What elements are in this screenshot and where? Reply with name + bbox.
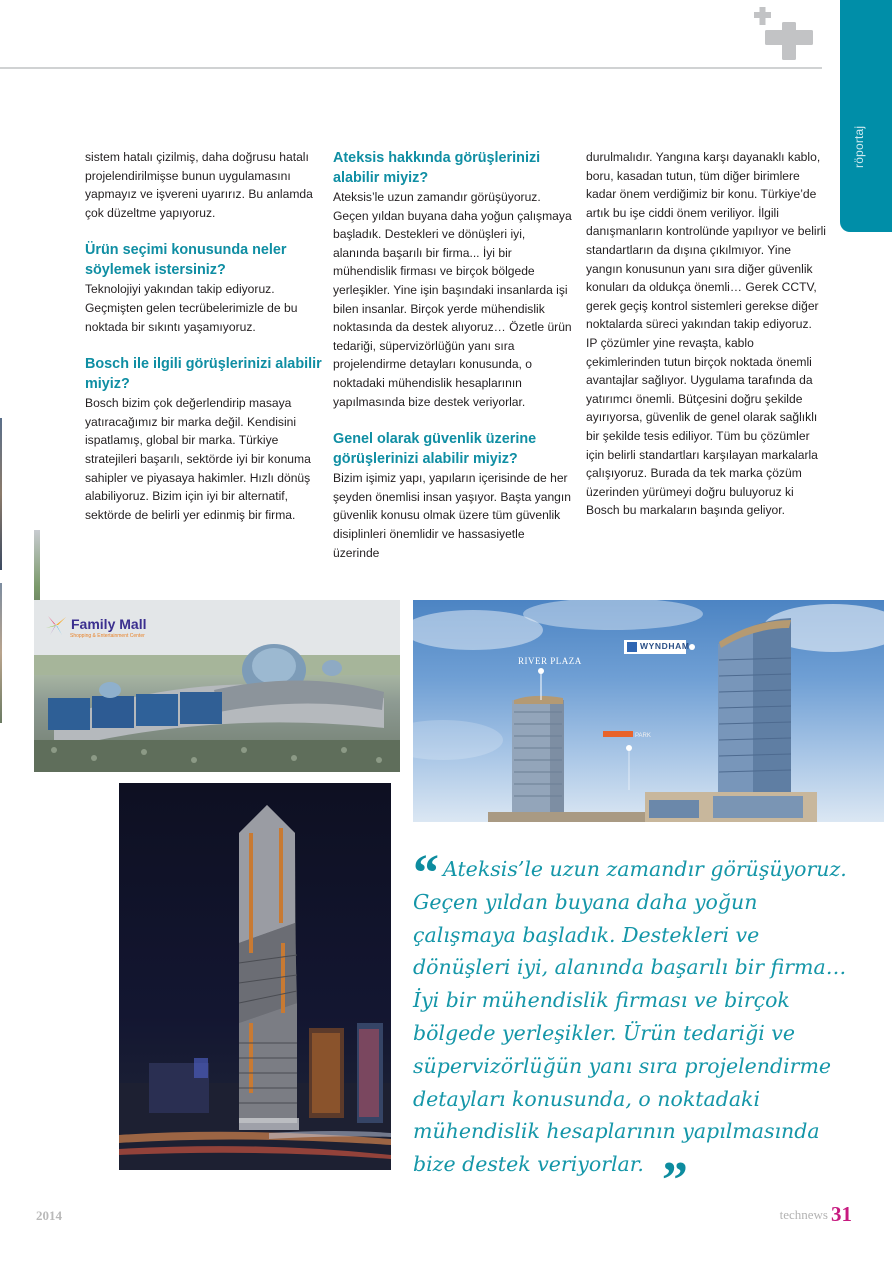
paragraph: Bosch bizim çok değerlendirip masaya yatıracağımız bir marka değil. Kendisini ispatlamış, global bir marka. Türkiye stratejileri başarılı, sektörde iyi bir konuma sahipler ve piyasaya hakimler. Hızlı dönüş alabiliyoruz. Bizim için iyi bir alternatif, sektörde de belirli yer edinmiş bir firma. — [85, 396, 311, 522]
family-mall-logo-title: Family Mall — [71, 616, 147, 632]
section-heading: Genel olarak güvenlik üzerine görüşlerinizi alabilir miyiz? — [333, 431, 537, 468]
family-mall-logo-tagline: Shopping & Entertainment Center — [70, 633, 145, 639]
page-number: 31 — [831, 1202, 852, 1226]
article-column-1 — [85, 148, 325, 524]
footer-magazine-name: technews — [779, 1207, 828, 1222]
wyndham-label: WYNDHAM — [640, 641, 690, 651]
open-quote-icon: “ — [413, 845, 439, 902]
family-mall-photo — [34, 600, 400, 772]
article-column-3 — [586, 148, 826, 520]
plus-decoration-icon — [752, 6, 816, 60]
header-rule — [0, 67, 822, 69]
paragraph: Teknolojiyi yakından takip ediyoruz. Geçmişten gelen tecrübelerimizle de bu noktada bir sıkıntı yaşamıyoruz. — [85, 282, 298, 334]
section-heading: Ürün seçimi konusunda neler söylemek istersiniz? — [85, 242, 287, 279]
section-heading: Bosch ile ilgili görüşlerinizi alabilir miyiz? — [85, 356, 322, 393]
paragraph: Ateksis’le uzun zamandır görüşüyoruz. Geçen yıldan buyana daha yoğun çalışmaya başladık. Destekleri ve dönüşleri iyi, alanında başarılı bir firma... İyi bir mühendislik firması ve birçok bölgede yerleşikler. Yine işin başındaki insanlarda işi bilen insanlar. Birçok yerde mühendislik noktasında da destek alıyoruz… Özetle ürün tedariği, süpervizörlüğün yanı sıra projelendirme detayları konusunda, o noktadaki mühendislik hesaplarının yapılmasında bize destek veriyorlar. — [333, 190, 572, 409]
section-heading: Ateksis hakkında görüşlerinizi alabilir miyiz? — [333, 150, 541, 186]
article-column-2 — [333, 148, 573, 562]
facing-page-image-edge — [0, 583, 2, 723]
family-mall-logo-icon — [44, 614, 68, 636]
footer-brand — [780, 1202, 852, 1227]
footer-year: 2014 — [36, 1208, 62, 1223]
pull-quote — [413, 845, 853, 1210]
section-tab — [840, 0, 892, 232]
close-quote-icon: ” — [661, 1152, 688, 1210]
park-label: PARK — [635, 733, 651, 739]
river-plaza-photo — [413, 600, 884, 822]
pull-quote-text: Ateksis’le uzun zamandır görüşüyoruz. Geçen yıldan buyana daha yoğun çalışmaya başladık. Destekleri ve dönüşleri iyi, alanında başarılı bir firma… İyi bir mühendislik firması ve birçok bölgede yerleşikler. Ürün tedariği ve süpervizörlüğün yanı sıra projelendirme detayları konusunda, o noktadaki mühendislik hesaplarının yapılmasında bize destek veriyorlar. — [413, 857, 847, 1177]
facing-page-image-edge — [0, 418, 2, 570]
paragraph: sistem hatalı çizilmiş, daha doğrusu hatalı projelendirilmişse bunun uygulamasını yapmayız ve işvereni uyarırız. Bu anlamda çok düzeltme yapıyoruz. — [85, 150, 313, 220]
section-tab-label: röportaj — [852, 125, 866, 168]
park-logo — [603, 731, 633, 737]
tower-night-photo — [119, 783, 391, 1170]
river-plaza-label: RIVER PLAZA — [518, 656, 582, 666]
paragraph: Bizim işimiz yapı, yapıların içerisinde de her şeyden önemlisi insan yaşıyor. Başta yangın güvenlik konusu olmak üzere tüm güvenlik disiplinleri önemlidir ve hassasiyetle üzerinde — [333, 471, 571, 560]
paragraph: durulmalıdır. Yangına karşı dayanaklı kablo, boru, kasadan tutun, tüm diğer birimlere kadar önem verdiğimiz bir konu. Türkiye’de artık bu işe ciddi önem veriliyor. İlgili danışmanların kontrolünde yapılıyor ve belirli standartların da dışına çıkılmıyor. Yine yangın konusunun yanı sıra diğer güvenlik konuları da oldukça önemli… Gerek CCTV, gerek geçiş kontrol sistemleri gerekse diğer noktalarda süreci yakından takip ediyoruz. IP çözümler yine revaşta, kablo çekimlerinden tutun birçok noktada önemli avantajlar sağlıyor. Uygulama tarafında da yatırımcı önemli. Bütçesini doğru şekilde ayırıyorsa, güvenlik de genel olarak sağlıklı bir şekilde tesis ediliyor. Tüm bu çözümler için belirli standartları karşılayan markalarla çalışıyoruz. Burada da tek marka çözüm üzerinden yürümeyi doğru buluyoruz ki Bosch bu markaların başında geliyor. — [586, 150, 826, 518]
